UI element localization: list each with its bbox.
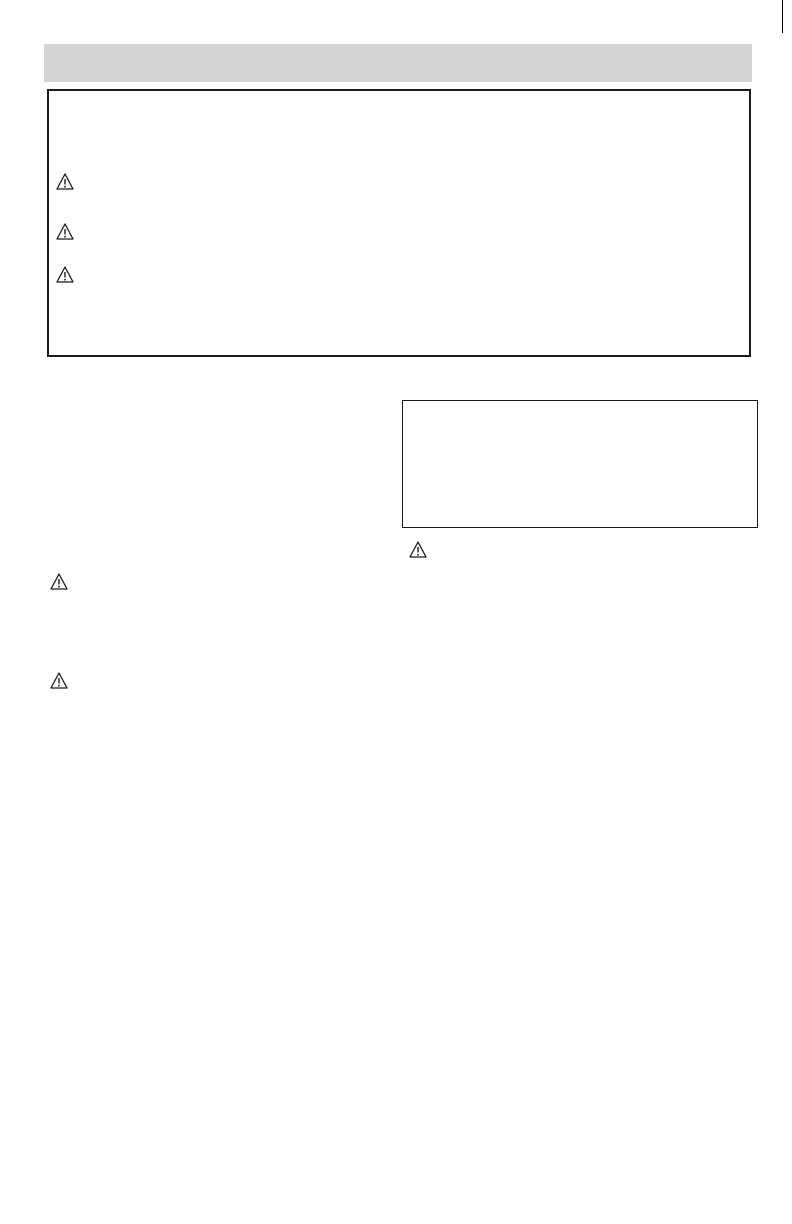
warning-triangle-icon [50, 573, 68, 590]
warning-triangle-icon [50, 672, 68, 689]
note-box [402, 400, 758, 528]
warning-triangle-icon [56, 223, 74, 240]
section-header-band [44, 44, 752, 82]
warning-box [47, 89, 751, 357]
crop-mark [782, 0, 783, 33]
warning-triangle-icon [56, 173, 74, 190]
warning-triangle-icon [409, 541, 427, 558]
warning-triangle-icon [56, 266, 74, 283]
